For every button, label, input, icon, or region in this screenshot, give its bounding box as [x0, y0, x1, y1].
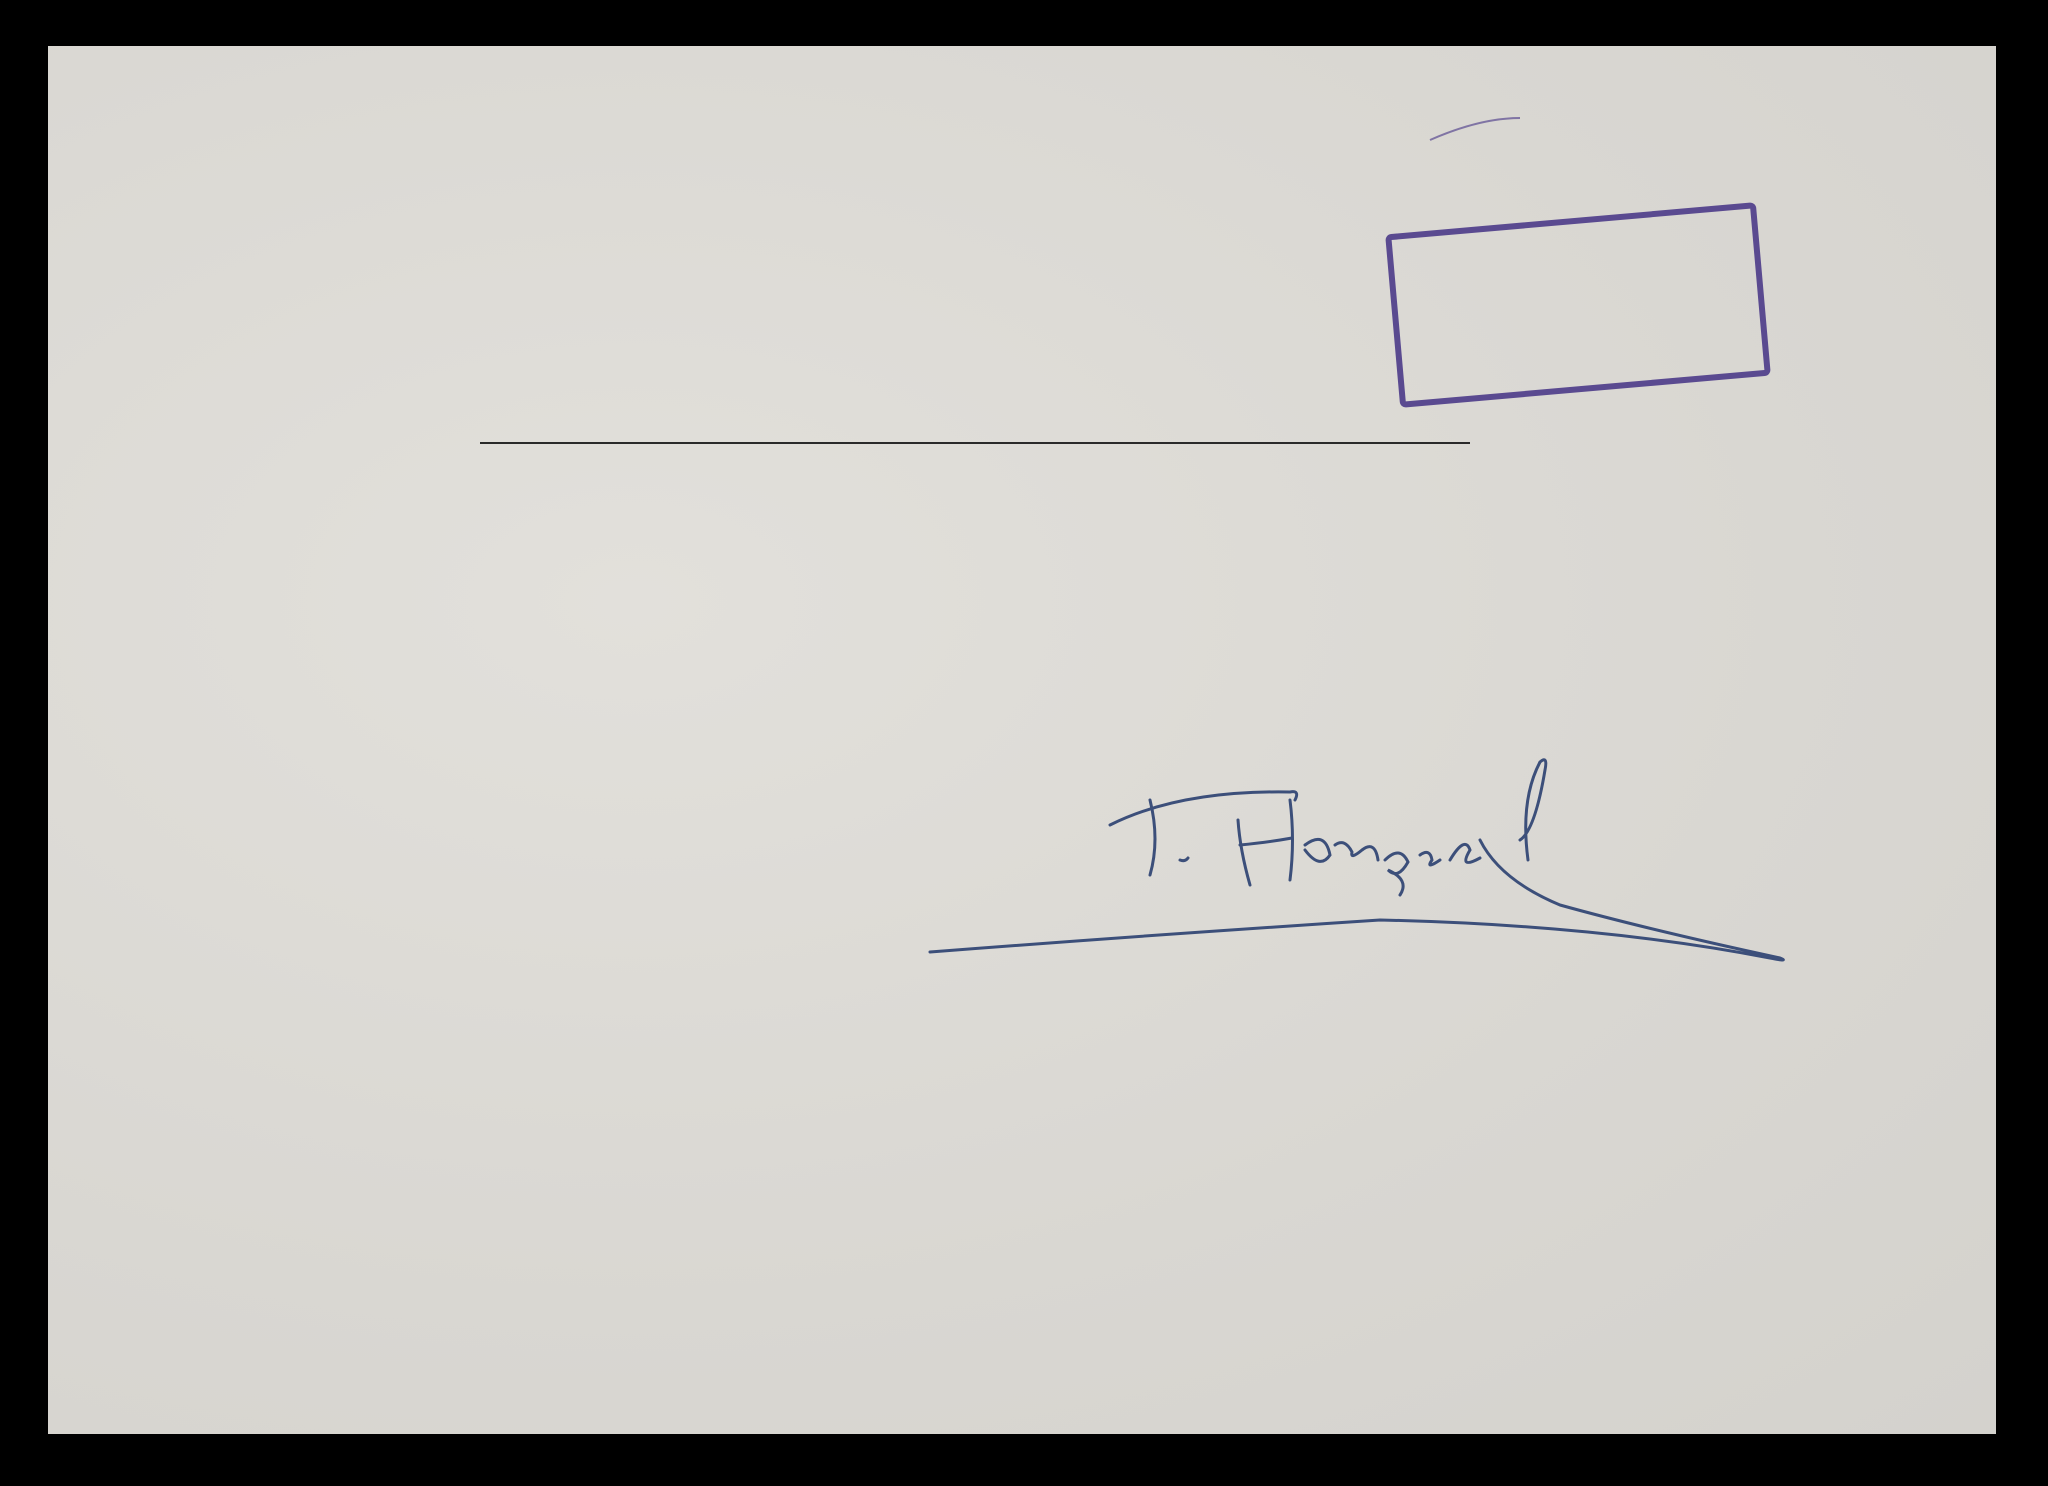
received-stamp-office [1393, 227, 1752, 258]
received-stamp [1385, 202, 1771, 408]
received-stamp-date [1393, 227, 1752, 258]
received-stamp-title [1393, 227, 1752, 258]
subject-underline [480, 442, 1470, 444]
